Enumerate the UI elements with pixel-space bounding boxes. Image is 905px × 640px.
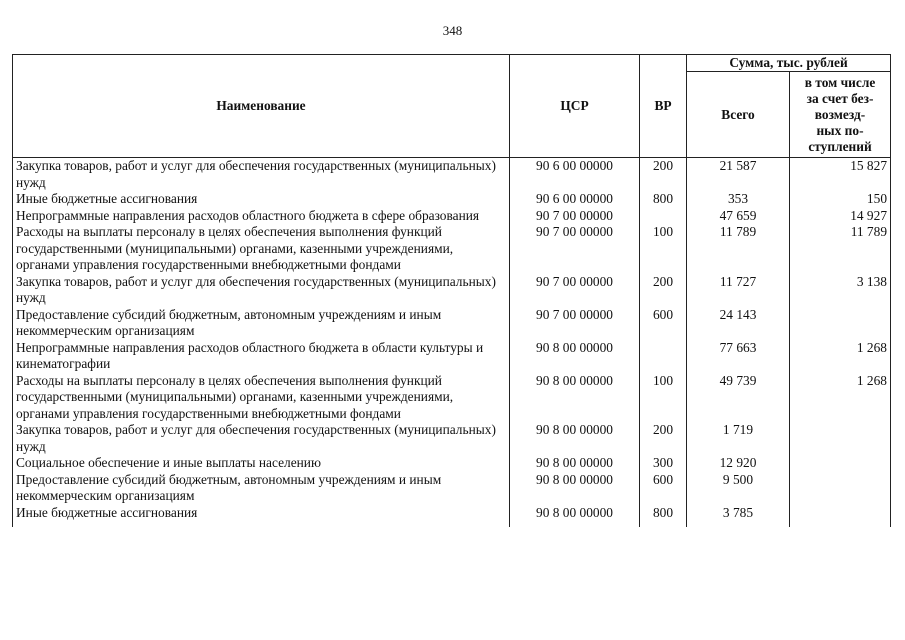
header-incl-line: за счет без- — [806, 90, 874, 106]
row-incl: 15 827 — [790, 158, 891, 192]
row-total: 11 789 — [687, 224, 790, 274]
row-vr: 200 — [640, 274, 687, 307]
table-row — [13, 505, 891, 528]
row-csr: 90 8 00 00000 — [510, 340, 640, 373]
header-name: Наименование — [13, 55, 510, 158]
row-vr: 300 — [640, 455, 687, 472]
row-csr: 90 8 00 00000 — [510, 505, 640, 528]
row-total: 24 143 — [687, 307, 790, 340]
row-csr: 90 8 00 00000 — [510, 422, 640, 455]
row-csr: 90 6 00 00000 — [510, 158, 640, 192]
row-vr: 800 — [640, 505, 687, 528]
row-name: Иные бюджетные ассигнования — [13, 505, 510, 528]
row-incl: 3 138 — [790, 274, 891, 307]
row-csr: 90 7 00 00000 — [510, 274, 640, 307]
header-incl-line: ступлений — [808, 138, 872, 154]
row-incl — [790, 307, 891, 340]
header-total: Всего — [687, 72, 790, 158]
row-vr: 100 — [640, 224, 687, 274]
table-row — [13, 455, 891, 472]
row-name: Расходы на выплаты персоналу в целях обеспечения выполнения функций государственными (муниципальными) органами, казенными учреждениями, органами управления государственными внебюджетными фондами — [13, 224, 510, 274]
table-row — [13, 191, 891, 208]
row-csr: 90 7 00 00000 — [510, 208, 640, 225]
row-vr: 600 — [640, 307, 687, 340]
row-name: Закупка товаров, работ и услуг для обеспечения государственных (муниципальных) нужд — [13, 274, 510, 307]
row-vr: 600 — [640, 472, 687, 505]
row-total: 353 — [687, 191, 790, 208]
table-row — [13, 158, 891, 192]
row-total: 3 785 — [687, 505, 790, 528]
row-name: Закупка товаров, работ и услуг для обеспечения государственных (муниципальных) нужд — [13, 158, 510, 192]
header-incl-line: ных по- — [816, 122, 864, 138]
row-total: 49 739 — [687, 373, 790, 423]
header-incl-line: в том числе — [804, 74, 876, 90]
row-vr — [640, 208, 687, 225]
row-incl: 11 789 — [790, 224, 891, 274]
header-incl-line: возмезд- — [814, 106, 866, 122]
header-vr: ВР — [640, 55, 687, 158]
row-csr: 90 8 00 00000 — [510, 373, 640, 423]
row-name: Непрограммные направления расходов областного бюджета в области культуры и кинематографии — [13, 340, 510, 373]
row-incl — [790, 472, 891, 505]
table-row — [13, 422, 891, 455]
row-vr: 200 — [640, 158, 687, 192]
row-name: Закупка товаров, работ и услуг для обеспечения государственных (муниципальных) нужд — [13, 422, 510, 455]
row-vr: 200 — [640, 422, 687, 455]
header-csr: ЦСР — [510, 55, 640, 158]
row-incl: 1 268 — [790, 340, 891, 373]
row-incl — [790, 505, 891, 528]
table-row — [13, 472, 891, 505]
row-total: 47 659 — [687, 208, 790, 225]
header-amount-group: Сумма, тыс. рублей — [687, 55, 891, 72]
row-total: 12 920 — [687, 455, 790, 472]
row-total: 9 500 — [687, 472, 790, 505]
row-incl: 150 — [790, 191, 891, 208]
row-vr: 800 — [640, 191, 687, 208]
budget-table — [12, 54, 891, 527]
row-csr: 90 7 00 00000 — [510, 307, 640, 340]
table-row — [13, 340, 891, 373]
row-incl — [790, 455, 891, 472]
row-incl — [790, 422, 891, 455]
table-row — [13, 274, 891, 307]
row-total: 11 727 — [687, 274, 790, 307]
row-name: Социальное обеспечение и иные выплаты населению — [13, 455, 510, 472]
table-row — [13, 224, 891, 274]
row-vr — [640, 340, 687, 373]
row-vr: 100 — [640, 373, 687, 423]
row-csr: 90 8 00 00000 — [510, 455, 640, 472]
table-row — [13, 208, 891, 225]
row-incl: 14 927 — [790, 208, 891, 225]
header-incl — [790, 72, 891, 158]
row-name: Расходы на выплаты персоналу в целях обеспечения выполнения функций государственными (муниципальными) органами, казенными учреждениями, органами управления государственными внебюджетными фондами — [13, 373, 510, 423]
row-name: Иные бюджетные ассигнования — [13, 191, 510, 208]
row-name: Предоставление субсидий бюджетным, автономным учреждениям и иным некоммерческим организациям — [13, 307, 510, 340]
page-number: 348 — [442, 23, 463, 38]
table-row — [13, 307, 891, 340]
row-name: Предоставление субсидий бюджетным, автономным учреждениям и иным некоммерческим организациям — [13, 472, 510, 505]
row-csr: 90 7 00 00000 — [510, 224, 640, 274]
row-total: 1 719 — [687, 422, 790, 455]
row-csr: 90 6 00 00000 — [510, 191, 640, 208]
row-total: 21 587 — [687, 158, 790, 192]
row-total: 77 663 — [687, 340, 790, 373]
table-row — [13, 373, 891, 423]
row-csr: 90 8 00 00000 — [510, 472, 640, 505]
row-incl: 1 268 — [790, 373, 891, 423]
row-name: Непрограммные направления расходов областного бюджета в сфере образования — [13, 208, 510, 225]
